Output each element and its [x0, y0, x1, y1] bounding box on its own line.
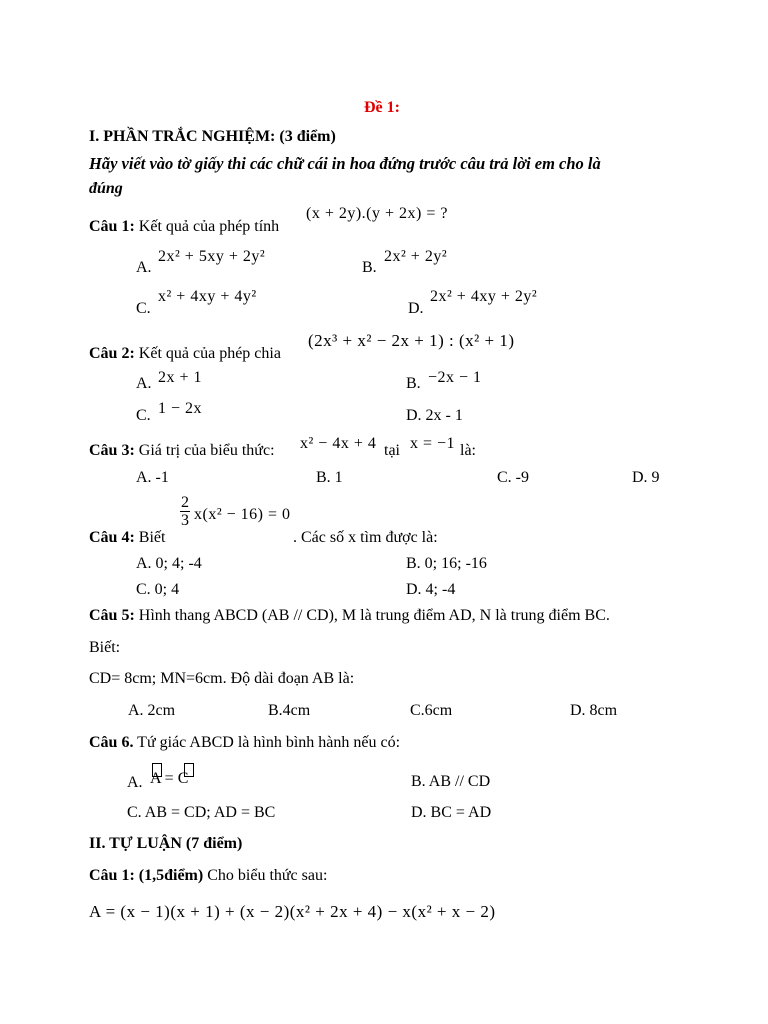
q2-text: Kết quả của phép chia: [138, 345, 281, 362]
q4-fraction: [180, 494, 190, 529]
q4-label: Câu 4:: [89, 529, 135, 546]
part2-q1-expr: A = (x − 1)(x + 1) + (x − 2)(x² + 2x + 4) − x(x² + x − 2): [89, 902, 496, 921]
q3-label: Câu 3:: [89, 442, 135, 459]
q4-frac-num: 2: [181, 494, 189, 511]
q2-option-a: 2x + 1: [158, 369, 203, 386]
q1-option-c-label: C.: [136, 300, 151, 317]
q2-stem: [89, 346, 281, 362]
q3-cond: x = −1: [410, 435, 456, 452]
q4-stem: [89, 530, 165, 546]
q3-expr: x² − 4x + 4: [300, 435, 377, 452]
q1-option-d-label: D.: [408, 300, 424, 317]
q5-line1: Hình thang ABCD (AB // CD), M là trung điểm AD, N là trung điểm BC.: [138, 607, 610, 624]
q2-option-d: D. 2x - 1: [406, 407, 463, 424]
q3-stem: [89, 443, 275, 459]
q1-option-b-label: B.: [362, 259, 377, 276]
q3-option-a: A. -1: [136, 469, 169, 486]
instruction-line2: đúng: [89, 180, 123, 197]
q5-option-b: B.4cm: [268, 702, 311, 719]
q2-option-c-label: C.: [136, 407, 151, 424]
q5-option-a: A. 2cm: [128, 702, 176, 719]
q1-option-b: 2x² + 2y²: [384, 248, 448, 265]
part2-q1-points: (1,5điểm): [138, 867, 204, 884]
q4-option-c: C. 0; 4: [136, 581, 180, 598]
q3-option-b: B. 1: [316, 469, 343, 486]
q2-label: Câu 2:: [89, 345, 135, 362]
q1-text: Kết quả của phép tính: [138, 218, 280, 235]
q5-option-c: C.6cm: [410, 702, 453, 719]
q1-option-a: 2x² + 5xy + 2y²: [158, 248, 266, 265]
part1-heading: I. PHẦN TRẮC NGHIỆM: (3 điểm): [89, 128, 336, 145]
q6-option-c: C. AB = CD; AD = BC: [127, 804, 276, 821]
q5-label: Câu 5:: [89, 607, 135, 624]
q2-option-a-label: A.: [136, 375, 152, 392]
q1-stem: [89, 219, 279, 235]
part2-q1-text: Cho biểu thức sau:: [207, 867, 328, 884]
q2-option-c: 1 − 2x: [158, 400, 203, 417]
exam-title: Đề 1:: [364, 99, 400, 116]
q4-option-b: B. 0; 16; -16: [406, 555, 487, 572]
q3-text: Giá trị của biểu thức:: [138, 442, 275, 459]
q2-option-b: −2x − 1: [428, 369, 482, 386]
q1-option-a-label: A.: [136, 259, 152, 276]
q5-stem: [89, 608, 610, 624]
q6-option-a: A = C: [150, 770, 189, 787]
part2-heading: II. TỰ LUẬN (7 điểm): [89, 835, 243, 852]
q4-expr: x(x² − 16) = 0: [194, 506, 291, 523]
q1-option-c: x² + 4xy + 4y²: [158, 288, 257, 305]
q4-option-a: A. 0; 4; -4: [136, 555, 202, 572]
q3-la: là:: [460, 442, 476, 459]
q1-label: Câu 1:: [89, 218, 135, 235]
q5-line2: Biết:: [89, 639, 121, 656]
q1-expr: (x + 2y).(y + 2x) = ?: [306, 205, 448, 222]
q6-text: Tứ giác ABCD là hình bình hành nếu có:: [137, 734, 401, 751]
q6-stem: [89, 735, 400, 751]
q4-frac-den: 3: [181, 512, 189, 529]
q6-label: Câu 6.: [89, 734, 134, 751]
q3-option-c: C. -9: [497, 469, 529, 486]
q3-tai: tại: [384, 442, 400, 459]
instruction-line1: Hãy viết vào tờ giấy thi các chữ cái in hoa đứng trước câu trả lời em cho là: [89, 154, 601, 173]
q5-option-d: D. 8cm: [570, 702, 618, 719]
q1-option-d: 2x² + 4xy + 2y²: [430, 288, 538, 305]
part2-q1-stem: [89, 868, 327, 884]
q4-tail: . Các số x tìm được là:: [293, 529, 438, 546]
q6-option-d: D. BC = AD: [411, 804, 492, 821]
q2-expr: (2x³ + x² − 2x + 1) : (x² + 1): [308, 331, 515, 350]
q6-option-b: B. AB // CD: [411, 773, 491, 790]
q4-option-d: D. 4; -4: [406, 581, 456, 598]
q6-option-a-expr: [150, 769, 200, 789]
q5-line3: CD= 8cm; MN=6cm. Độ dài đoạn AB là:: [89, 670, 355, 687]
q6-option-a-label: A.: [127, 774, 143, 791]
q4-text: Biết: [138, 529, 166, 546]
q3-option-d: D. 9: [632, 469, 660, 486]
q2-option-b-label: B.: [406, 375, 421, 392]
part2-q1-label: Câu 1:: [89, 867, 135, 884]
